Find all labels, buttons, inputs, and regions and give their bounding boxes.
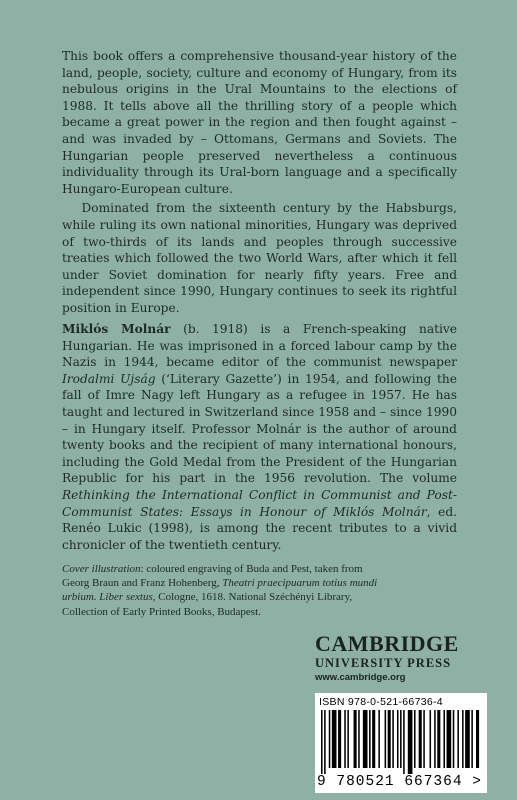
barcode-bar: [321, 710, 323, 774]
publisher-name: CAMBRIDGE: [315, 631, 459, 656]
barcode-number: 9 780521 667364 >: [317, 774, 482, 790]
barcode-bar: [471, 710, 473, 768]
caption-text-2: , Cologne, 1618. National Széchényi Library, Collection of Early Printed Books, Budapest.: [62, 591, 353, 618]
author-bio: [62, 321, 457, 553]
barcode-bar: [344, 710, 346, 768]
bio-text-2: (‘Literary Gazette’) in 1954, and following the fall of Imre Nagy left Hungary as a refugee in 1957. He has taught and lectured in Switzerland since 1958 and – since 1990 – in Hungary itself. Professor Molnár is the author of around twenty books and the recipient of many international honours, including the Gold Medal from the President of the Hungarian Republic for his part in the 1956 revolution. The volume: [62, 371, 457, 486]
barcode-bar: [453, 710, 455, 768]
barcode-bar: [332, 710, 337, 768]
barcode-bar: [462, 710, 464, 768]
newspaper-title: Irodalmi Ujság: [62, 371, 156, 386]
cover-illustration-caption: [62, 562, 392, 619]
isbn-label: ISBN 978-0-521-66736-4: [319, 696, 443, 708]
publisher-logo: [315, 633, 485, 685]
barcode-bar: [437, 710, 440, 768]
bio-text-1: (b. 1918) is a French-speaking native Hungarian. He was imprisoned in a forced labour camp by the Nazis in 1944, became editor of the communist newspaper: [62, 322, 458, 370]
barcode-bar: [363, 710, 368, 768]
barcode-bar: [476, 710, 479, 768]
barcode-bar: [329, 710, 331, 768]
author-name: Miklós Molnár: [62, 322, 171, 336]
barcode-bar: [447, 710, 452, 768]
barcode-bar: [372, 710, 375, 768]
barcode-bar: [347, 710, 349, 768]
barcode-bar: [457, 710, 459, 768]
caption-text-1: : coloured engraving of Buda and Pest, taken from Georg Braun and Franz Hohenberg,: [62, 563, 363, 590]
barcode-bar: [443, 710, 445, 768]
barcode-bar: [324, 710, 326, 774]
festschrift-title: Rethinking the International Conflict in Communist and Post-Communist States: Essays in Honour of Miklós Molnár: [62, 487, 457, 519]
barcode-bar: [434, 710, 436, 768]
barcode-bar: [388, 710, 391, 768]
bio-text-3: , ed. Renéo Lukic (1998), is among the recent tributes to a vivid chronicler of the twentieth century.: [62, 504, 457, 552]
barcode-bar: [369, 710, 371, 768]
barcode-bar: [338, 710, 341, 768]
barcode-bar: [465, 710, 470, 768]
caption-source-title: Theatri praecipuarum totius mundi urbium. Liber sextus: [62, 577, 378, 604]
barcode-bar: [400, 710, 402, 768]
barcode-bar: [358, 710, 360, 768]
book-blurb: [62, 48, 457, 317]
blurb-paragraph-2: Dominated from the sixteenth century by the Habsburgs, while ruling its own national minorities, Hungary was deprived of two-thirds of its lands and peoples through successive treaties which followed the two World Wars, after which it fell under Soviet domination for nearly fifty years. Free and independent since 1990, Hungary continues to seek its rightful position in Europe.: [62, 201, 457, 315]
barcode-bar: [392, 710, 394, 768]
barcode-bar: [397, 710, 399, 768]
barcode-bar: [354, 710, 357, 768]
caption-label: Cover illustration: [62, 563, 141, 575]
barcode-bar: [403, 710, 405, 774]
barcode-bar: [378, 710, 380, 768]
barcode-bar: [430, 710, 432, 768]
barcode-bar: [385, 710, 387, 768]
barcode-bar: [414, 710, 416, 768]
barcode-bar: [423, 710, 425, 768]
publisher-press: UNIVERSITY PRESS: [315, 656, 452, 670]
barcode-bar: [419, 710, 422, 768]
publisher-url: www.cambridge.org: [315, 672, 406, 683]
barcode-bars: [321, 710, 481, 774]
barcode-bar: [408, 710, 413, 774]
isbn-barcode: [315, 693, 487, 793]
blurb-paragraph-1: This book offers a comprehensive thousand-year history of the land, people, society, culture and economy of Hungary, from its nebulous origins in the Ural Mountains to the elections of 1988. It tells above all the thrilling story of a people which became a great power in the region and then fought against – and was invaded by – Ottomans, Germans and Soviets. The Hungarian people preserved nevertheless a continuous individuality through its Ural-born language and a specifically Hungaro-European culture.: [62, 49, 457, 196]
